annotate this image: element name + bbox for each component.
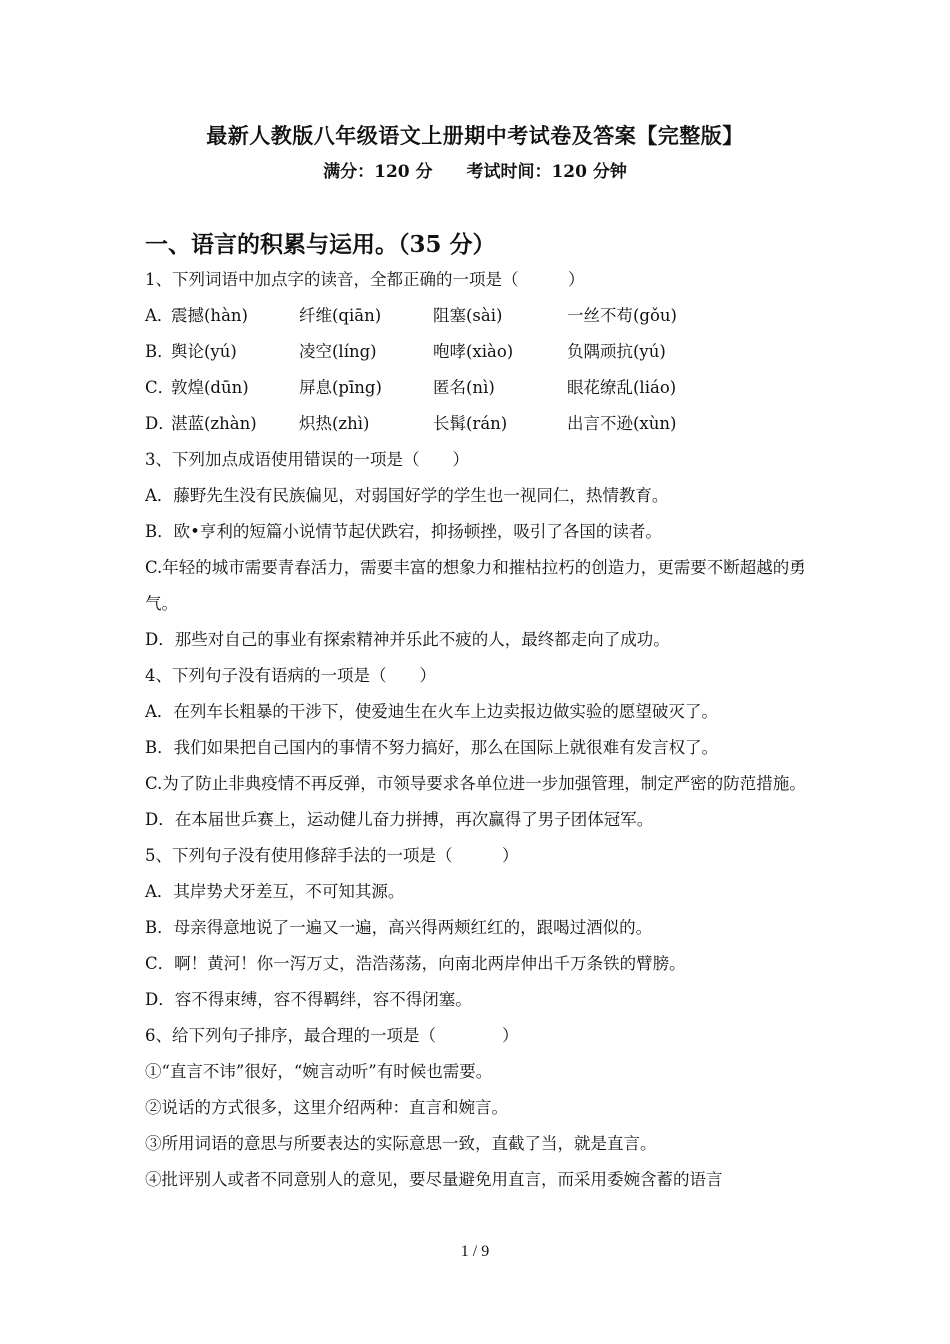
question-4-option-a: A．在列车长粗暴的干涉下，使爱迪生在火车上边卖报边做实验的愿望破灭了。 bbox=[145, 702, 718, 721]
option-item: 匿名(nì) bbox=[433, 378, 495, 397]
option-item: 湛蓝(zhàn) bbox=[171, 414, 257, 433]
option-item: 纤维(qiān) bbox=[299, 306, 382, 325]
question-3-option-d: D．那些对自己的事业有探索精神并乐此不疲的人，最终都走向了成功。 bbox=[145, 630, 670, 649]
option-label: B． bbox=[145, 342, 174, 361]
exam-time: 考试时间：120 分钟 bbox=[466, 162, 627, 182]
question-3-stem: 3、下列加点成语使用错误的一项是（ ） bbox=[145, 450, 469, 469]
question-1-option-a bbox=[145, 298, 810, 334]
option-item: 舆论(yú) bbox=[171, 342, 237, 361]
question-5-option-b: B．母亲得意地说了一遍又一遍，高兴得两颊红红的，跟喝过酒似的。 bbox=[145, 918, 653, 937]
page-number: 1 / 9 bbox=[460, 1243, 490, 1260]
question-4-stem: 4、下列句子没有语病的一项是（ ） bbox=[145, 666, 436, 685]
exam-info bbox=[0, 157, 950, 182]
question-6-sentence-3: ③所用词语的意思与所要表达的实际意思一致，直截了当，就是直言。 bbox=[145, 1134, 657, 1153]
question-6-sentence-1: ①“直言不讳”很好，“婉言动听”有时候也需要。 bbox=[145, 1062, 493, 1081]
question-4-option-c: C.为了防止非典疫情不再反弹，市领导要求各单位进一步加强管理，制定严密的防范措施。 bbox=[145, 774, 806, 793]
option-item: 炽热(zhì) bbox=[299, 414, 370, 433]
question-5-option-c: C．啊！黄河！你一泻万丈，浩浩荡荡，向南北两岸伸出千万条铁的臂膀。 bbox=[145, 954, 686, 973]
question-4-option-d: D．在本届世乒赛上，运动健儿奋力拼搏，再次赢得了男子团体冠军。 bbox=[145, 810, 654, 829]
option-item: 长髯(rán) bbox=[433, 414, 508, 433]
question-3-option-b: B．欧•亨利的短篇小说情节起伏跌宕，抑扬顿挫，吸引了各国的读者。 bbox=[145, 522, 662, 541]
option-item: 屏息(pīng) bbox=[299, 378, 382, 397]
question-1-stem: 1、下列词语中加点字的读音，全都正确的一项是（ ） bbox=[145, 270, 585, 289]
question-6-stem: 6、给下列句子排序，最合理的一项是（ ） bbox=[145, 1026, 519, 1045]
question-6-sentence-4: ④批评别人或者不同意别人的意见，要尽量避免用直言，而采用委婉含蓄的语言 bbox=[145, 1170, 723, 1189]
option-item: 敦煌(dūn) bbox=[171, 378, 249, 397]
option-label: C． bbox=[145, 378, 175, 397]
option-label: D． bbox=[145, 414, 175, 433]
question-body bbox=[145, 262, 810, 1198]
question-5-option-d: D．容不得束缚，容不得羁绊，容不得闭塞。 bbox=[145, 990, 472, 1009]
question-1-option-c bbox=[145, 370, 810, 406]
exam-title: 最新人教版八年级语文上册期中考试卷及答案【完整版】 bbox=[206, 123, 744, 148]
question-3-option-c: C.年轻的城市需要青春活力，需要丰富的想象力和摧枯拉朽的创造力，更需要不断超越的勇气。 bbox=[145, 558, 806, 613]
option-label: A． bbox=[145, 306, 174, 325]
option-item: 眼花缭乱(liáo) bbox=[567, 378, 677, 397]
option-item: 负隅顽抗(yú) bbox=[567, 342, 666, 361]
question-4-option-b: B．我们如果把自己国内的事情不努力搞好，那么在国际上就很难有发言权了。 bbox=[145, 738, 719, 757]
option-item: 一丝不苟(gǒu) bbox=[567, 306, 677, 325]
option-item: 震撼(hàn) bbox=[171, 306, 248, 325]
question-6-sentence-2: ②说话的方式很多，这里介绍两种：直言和婉言。 bbox=[145, 1098, 508, 1117]
option-item: 出言不逊(xùn) bbox=[567, 414, 677, 433]
question-5-option-a: A．其岸势犬牙差互，不可知其源。 bbox=[145, 882, 405, 901]
full-score: 满分：120 分 bbox=[323, 162, 433, 182]
option-item: 阻塞(sài) bbox=[433, 306, 503, 325]
question-1-option-b bbox=[145, 334, 810, 370]
question-5-stem: 5、下列句子没有使用修辞手法的一项是（ ） bbox=[145, 846, 519, 865]
question-1-option-d bbox=[145, 406, 810, 442]
question-3-option-a: A．藤野先生没有民族偏见，对弱国好学的学生也一视同仁，热情教育。 bbox=[145, 486, 669, 505]
option-item: 凌空(líng) bbox=[299, 342, 377, 361]
option-item: 咆哮(xiào) bbox=[433, 342, 514, 361]
section-heading: 一、语言的积累与运用。（35 分） bbox=[145, 231, 496, 258]
